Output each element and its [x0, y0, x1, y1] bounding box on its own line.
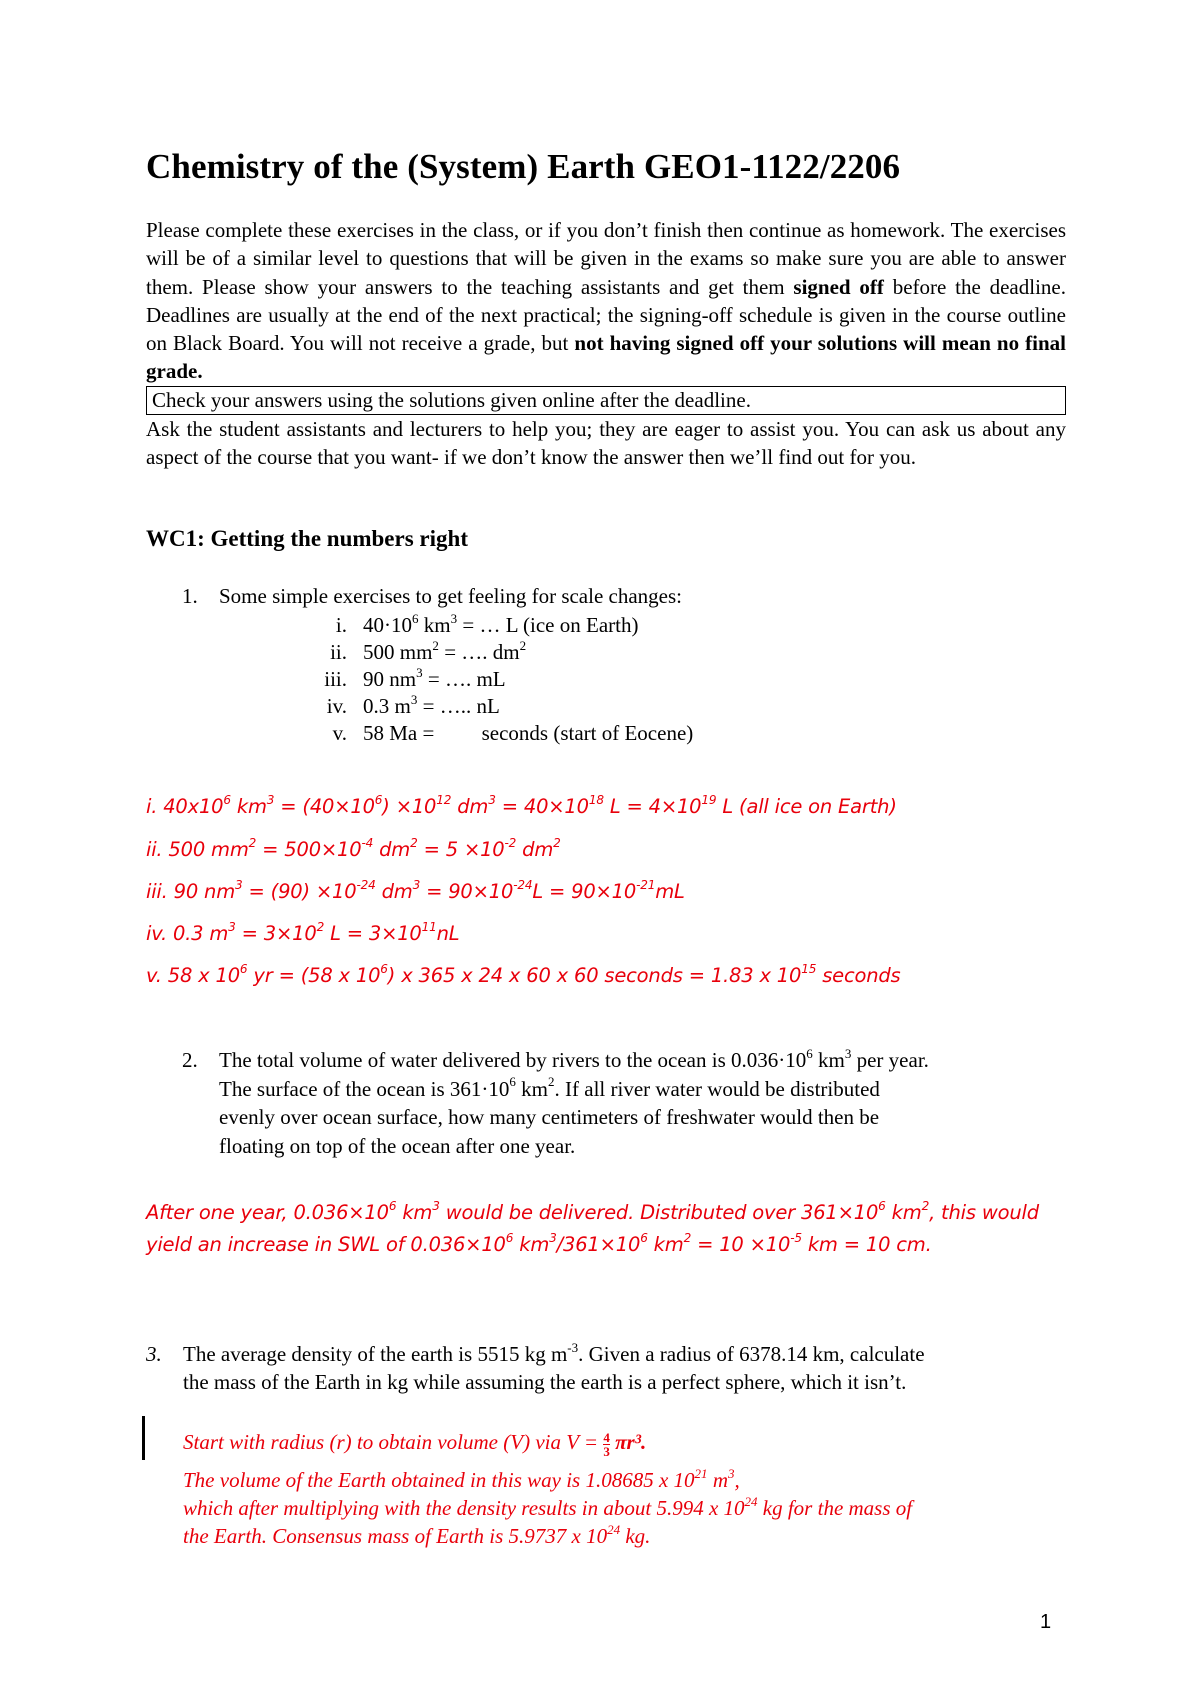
q3-answer-line-text: kg.: [620, 1524, 651, 1548]
q1-answer-superscript: -2: [504, 836, 517, 851]
q2-answer-line-superscript: 6: [640, 1230, 648, 1245]
q1-answer-superscript: 6: [380, 962, 388, 977]
q3-text-line-superscript: -3: [567, 1339, 579, 1355]
q1-answer-text: iv. 0.3 m: [146, 922, 229, 945]
boxed-note: Check your answers using the solutions given online after the deadline.: [146, 386, 1066, 415]
q2-text-line-superscript: 6: [509, 1074, 516, 1090]
intro-paragraph: [146, 216, 1066, 386]
q2-answer-line-text: km = 10 cm.: [801, 1232, 932, 1256]
q2-answer-line-text: km: [513, 1232, 550, 1256]
q2-text-line-text: The total volume of water delivered by rivers to the ocean is 0.036·10: [219, 1048, 807, 1072]
q1-answer-superscript: 11: [421, 920, 437, 935]
q1-answer-text: mL: [655, 880, 685, 903]
q1-answer-text: i. 40x10: [146, 795, 224, 818]
q3-answer-line-1: [183, 1430, 646, 1458]
q3-text-line: [183, 1340, 925, 1369]
q3-number: 3.: [146, 1342, 162, 1366]
q1-answer-text: L = 4×10: [603, 795, 702, 818]
q1-answer-text: = (40×10: [274, 795, 375, 818]
q1-answer-superscript: 2: [410, 836, 418, 851]
q1-answer-text: dm: [375, 880, 413, 903]
q3-answer-line-superscript: 21: [694, 1465, 708, 1481]
q2-answer-line-superscript: 3: [432, 1199, 440, 1214]
q1-item-number: i.: [335, 613, 347, 637]
q2-text-line-superscript: 6: [806, 1045, 813, 1061]
q1-answer-superscript: 6: [239, 962, 248, 977]
q1-text: Some simple exercises to get feeling for scale changes:: [219, 584, 683, 608]
q1-answer-text: = (90) ×10: [242, 880, 357, 903]
q1-number: 1.: [182, 584, 198, 608]
q3-answer-line: [183, 1493, 913, 1521]
q1-answer-text: seconds: [816, 964, 901, 987]
q1-answer-superscript: 3: [266, 793, 275, 808]
q1-answer-superscript: 3: [228, 920, 236, 935]
q1-answer-text: L = 90×10: [532, 880, 637, 903]
q1-answer-superscript: 6: [374, 793, 383, 808]
text-cursor: [142, 1416, 145, 1460]
intro-block: [146, 216, 1066, 471]
q2-answer-line-text: km: [396, 1201, 433, 1224]
q2-text-line: [219, 1075, 880, 1104]
intro-text-2: before the deadline. Deadlines are usually at the end of the next practical; the signing-off schedule is given in the course outline on Black Board. You will not receive a grade, but: [146, 274, 1066, 356]
q1-item-number: iv.: [326, 694, 347, 718]
q1-item-superscript: 3: [410, 691, 418, 707]
q3-answer-line: [183, 1521, 651, 1549]
q3-text-line: [183, 1368, 906, 1397]
q2-text-line-text: km: [515, 1076, 548, 1101]
q1-answer-line: [146, 838, 561, 861]
q1-item: [363, 693, 500, 720]
q1-answer-text: ) x 365 x 24 x 60 x 60 seconds = 1.83 x 10: [387, 964, 802, 987]
q1-item-text: km: [418, 613, 451, 637]
q2-answer-line: [146, 1201, 1039, 1224]
q2-answer-line-text: yield an increase in SWL of 0.036×10: [146, 1232, 506, 1256]
q3-answer-line-text: The volume of the Earth obtained in this way is 1.08685 x 10: [183, 1468, 695, 1492]
q2-text-line-text: per year.: [851, 1048, 929, 1072]
q1-answer-superscript: -24: [513, 878, 533, 893]
q1-item-superscript: 6: [412, 610, 419, 626]
q1-answer-line: [146, 922, 459, 945]
q1-answer-superscript: -24: [356, 878, 376, 893]
q2-number: 2.: [182, 1048, 198, 1072]
q1-answer-text: dm: [451, 795, 489, 818]
q1-answer-superscript: 6: [223, 793, 231, 808]
q1-answer-text: ii. 500 mm: [146, 838, 249, 861]
q2-text-line-text: evenly over ocean surface, how many centimeters of freshwater would then be: [219, 1105, 880, 1129]
q1-item: [363, 612, 638, 639]
q3-answer-line: [183, 1465, 740, 1493]
q2-text-line: [219, 1103, 879, 1132]
q3-answer-line-superscript: 24: [744, 1493, 758, 1509]
fraction-denominator: 3: [603, 1443, 610, 1459]
q1-item-number: iii.: [324, 667, 347, 691]
q1-answer-text: L (all ice on Earth): [716, 795, 897, 818]
q3-answer-line-text: which after multiplying with the density results in about 5.994 x 10: [183, 1496, 745, 1520]
q2-answer-line-superscript: 6: [878, 1199, 886, 1214]
q2-answer-line-text: /361×10: [556, 1232, 641, 1256]
q1-answer-text: = 500×10: [256, 838, 362, 861]
page-title: Chemistry of the (System) Earth GEO1-1122/2206: [146, 147, 901, 186]
q1-answer-superscript: 3: [235, 878, 243, 893]
q3-answer-line-text: kg for the mass of: [757, 1496, 913, 1520]
help-paragraph: Ask the student assistants and lecturers to help you; they are eager to assist you. You can ask us about any aspect of the course that you want- if we don’t know the answer then we’ll find out for you.: [146, 416, 1066, 470]
q1-answer-text: iii. 90 nm: [146, 880, 236, 903]
intro-bold-signed-off: signed off: [793, 274, 884, 299]
q2-answer-line-superscript: 6: [505, 1230, 514, 1245]
q2-text-line-text: The surface of the ocean is 361·10: [219, 1076, 510, 1101]
q2-answer-line-text: km: [885, 1201, 922, 1224]
q1-item-number: v.: [332, 721, 347, 745]
q1-item: [363, 666, 506, 693]
q2-answer-line-text: , this would: [929, 1201, 1039, 1224]
q3-answer-formula-text: Start with radius (r) to obtain volume (V) via V =: [183, 1430, 604, 1454]
q2-answer-line-superscript: 3: [549, 1230, 557, 1245]
q1-item-text: 58 Ma =: [363, 721, 435, 745]
q2-answer-line-superscript: 6: [388, 1199, 397, 1214]
q1-answer-superscript: 3: [488, 793, 496, 808]
q1-answer-text: = 5 ×10: [417, 838, 505, 861]
q1-item-text: = …. mL: [422, 667, 506, 691]
fraction-numerator: 4: [603, 1429, 610, 1445]
q2-text-line-text: . If all river water would be distributed: [554, 1076, 880, 1101]
q1-answer-text: km: [230, 795, 267, 818]
q1-item-text: = … L (ice on Earth): [457, 613, 639, 637]
q1-item-text: seconds (start of Eocene): [434, 721, 694, 745]
q1-item-text: 0.3 m: [363, 694, 411, 718]
q2-text-line-superscript: 2: [548, 1074, 555, 1090]
q1-answer-text: L = 3×10: [324, 922, 422, 945]
q1-answer-line: [146, 880, 685, 903]
q1-answer-text: = 40×10: [495, 795, 589, 818]
intro-text: Please complete these exercises in the class, or if you don’t finish then continue as homework. The exercises will be of a similar level to questions that will be given in the exams so make sure you are able to answer them. Please show your answers to the teaching assistants and get them: [146, 218, 1066, 299]
section-heading: WC1: Getting the numbers right: [146, 526, 468, 551]
q1-answer-text: v. 58 x 10: [146, 964, 240, 987]
q1-item-text: = …. dm: [438, 640, 520, 664]
q1-answer-line: [146, 964, 901, 987]
q1-item-superscript: 3: [416, 664, 423, 680]
q1-answer-text: dm: [516, 838, 554, 861]
q1-item-text: 500 mm: [363, 640, 433, 664]
q1-answer-line: [146, 795, 897, 818]
q3-answer-line-text: ,: [734, 1468, 740, 1492]
q1-answer-superscript: 19: [701, 793, 717, 808]
q2-answer-line-superscript: 2: [683, 1230, 692, 1245]
q2-answer-line-superscript: -5: [790, 1230, 802, 1245]
q3-answer-formula-end: πr³.: [609, 1430, 647, 1454]
q2-text-line-text: floating on top of the ocean after one year.: [219, 1133, 576, 1158]
q2-text-line: [219, 1046, 929, 1075]
q1-answer-superscript: -4: [361, 836, 374, 851]
q2-text-line-superscript: 3: [844, 1045, 852, 1061]
q1-item-number: ii.: [330, 640, 347, 664]
q2-answer-line-text: After one year, 0.036×10: [146, 1201, 389, 1224]
q1-answer-superscript: 12: [436, 793, 452, 808]
q1-answer-text: ) ×10: [382, 795, 437, 818]
q1-item: [363, 639, 526, 666]
q1-answer-text: yr = (58 x 10: [247, 964, 381, 987]
q1-answer-superscript: 2: [553, 836, 561, 851]
q3-text-line-text: The average density of the earth is 5515 kg m: [183, 1342, 568, 1366]
q1-answer-superscript: 2: [316, 920, 325, 935]
q3-answer-line-superscript: 24: [607, 1521, 621, 1537]
q1-item: [363, 720, 693, 747]
q1-answer-text: nL: [436, 922, 460, 945]
q1-answer-superscript: 15: [801, 962, 817, 977]
q2-text-line: [219, 1132, 575, 1161]
q1-answer-superscript: 18: [588, 793, 604, 808]
q2-answer-line-text: would be delivered. Distributed over 361×10: [439, 1201, 879, 1224]
q1-answer-text: = 90×10: [420, 880, 514, 903]
intro-bold-warning: not having signed off your solutions will mean no final grade.: [146, 331, 1066, 384]
q2-answer-line-text: km: [647, 1232, 684, 1256]
q3-answer-line-text: the Earth. Consensus mass of Earth is 5.9737 x 10: [183, 1524, 608, 1548]
page-number: 1: [1040, 1611, 1052, 1633]
q1-item-superscript: 2: [519, 637, 527, 653]
q1-item-text: 90 nm: [363, 667, 417, 691]
q1-answer-superscript: 3: [412, 878, 421, 893]
q3-text-line-text: the mass of the Earth in kg while assuming the earth is a perfect sphere, which it isn’t.: [183, 1370, 907, 1394]
q1-item-superscript: 2: [432, 637, 439, 653]
q1-answer-superscript: 2: [248, 836, 257, 851]
q1-answer-text: = 3×10: [235, 922, 317, 945]
q3-answer-line-text: m: [707, 1468, 728, 1492]
q2-answer-line-superscript: 2: [921, 1199, 930, 1214]
q3-answer-line-superscript: 3: [727, 1465, 735, 1481]
q1-item-text: = ….. nL: [417, 694, 500, 718]
q2-text-line-text: km: [812, 1048, 845, 1072]
q3-text-line-text: . Given a radius of 6378.14 km, calculate: [578, 1342, 925, 1366]
q1-answer-superscript: -21: [636, 878, 656, 893]
q2-answer-line-text: = 10 ×10: [691, 1232, 791, 1256]
q1-answer-text: dm: [373, 838, 411, 861]
q1-item-text: 40·10: [363, 613, 412, 637]
q1-item-superscript: 3: [450, 610, 458, 626]
q2-answer-line: [146, 1230, 932, 1256]
